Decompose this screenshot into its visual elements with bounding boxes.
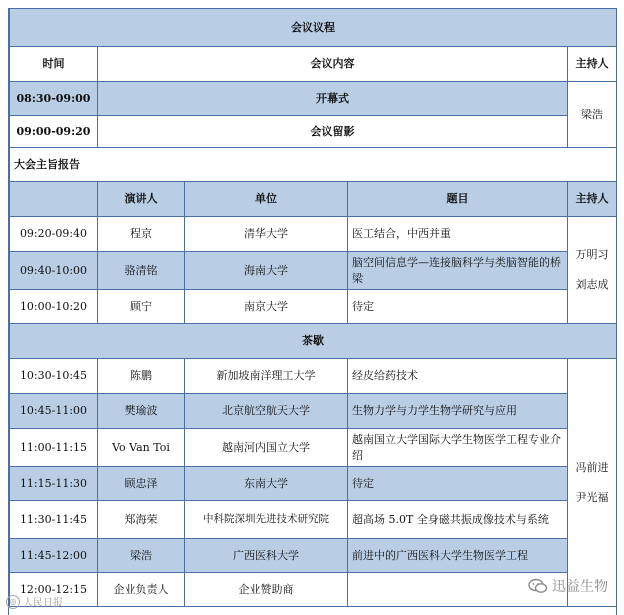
session2-speaker: 陈鹏 <box>98 359 185 394</box>
session1-time: 09:40-10:00 <box>10 252 98 290</box>
watermark-left <box>6 594 63 609</box>
session2-time: 10:45-11:00 <box>10 394 98 429</box>
talk-header-blank <box>10 182 98 217</box>
session2-topic: 超高场 5.0T 全身磁共振成像技术与系统 <box>348 501 568 539</box>
session1-row <box>10 290 617 324</box>
session2-time: 11:15-11:30 <box>10 467 98 501</box>
session1-speaker: 骆清铭 <box>98 252 185 290</box>
session2-row <box>10 359 617 394</box>
photo-event: 会议留影 <box>98 116 568 148</box>
agenda-sheet <box>8 8 617 615</box>
talk-header-topic: 题目 <box>348 182 568 217</box>
keynote-label: 大会主旨报告 <box>10 148 617 182</box>
watermark-right-text: 迅益生物 <box>552 579 608 595</box>
session2-speaker: 梁浩 <box>98 539 185 573</box>
session1-speaker: 顾宁 <box>98 290 185 324</box>
session1-row <box>10 252 617 290</box>
header-content: 会议内容 <box>98 47 568 82</box>
page-title: 会议议程 <box>10 9 617 47</box>
session2-time: 10:30-10:45 <box>10 359 98 394</box>
opening-row <box>10 82 617 116</box>
photo-row <box>10 116 617 148</box>
session1-unit: 海南大学 <box>185 252 348 290</box>
session2-speaker: Vo Van Toi <box>98 429 185 467</box>
session2-row <box>10 467 617 501</box>
session2-topic: 越南国立大学国际大学生物医学工程专业介绍 <box>348 429 568 467</box>
talk-header-speaker: 演讲人 <box>98 182 185 217</box>
talk-header-unit: 单位 <box>185 182 348 217</box>
session2-row <box>10 501 617 539</box>
session2-speaker: 樊瑜波 <box>98 394 185 429</box>
wechat-logo-icon <box>528 576 548 596</box>
session1-host-1: 万明习 <box>575 248 609 262</box>
session1-host-2: 刘志成 <box>575 278 609 291</box>
session2-time: 12:00-12:15 <box>10 573 98 607</box>
watermark-left-text: 人民日报 <box>23 598 63 609</box>
watermark-right <box>528 576 608 596</box>
opening-time: 08:30-09:00 <box>10 82 98 116</box>
session2-speaker: 顾忠泽 <box>98 467 185 501</box>
session2-unit: 北京航空航天大学 <box>185 394 348 429</box>
break-row <box>10 324 617 359</box>
session2-speaker: 郑海荣 <box>98 501 185 539</box>
session1-unit: 南京大学 <box>185 290 348 324</box>
session2-row <box>10 573 617 607</box>
session2-time: 11:45-12:00 <box>10 539 98 573</box>
session2-row <box>10 394 617 429</box>
session2-topic: 前进中的广西医科大学生物医学工程 <box>348 539 568 573</box>
header-host: 主持人 <box>568 47 617 82</box>
session2-hosts <box>568 359 617 607</box>
session2-unit: 越南河内国立大学 <box>185 429 348 467</box>
session1-topic: 医工结合，中西并重 <box>348 217 568 252</box>
session1-time: 09:20-09:40 <box>10 217 98 252</box>
session2-row <box>10 429 617 467</box>
session1-speaker: 程京 <box>98 217 185 252</box>
session2-host-1: 冯前进 <box>575 460 609 474</box>
session2-unit: 东南大学 <box>185 467 348 501</box>
session2-time: 11:30-11:45 <box>10 501 98 539</box>
session2-unit: 新加坡南洋理工大学 <box>185 359 348 394</box>
keynote-row <box>10 148 617 182</box>
photo-time: 09:00-09:20 <box>10 116 98 148</box>
session1-row <box>10 217 617 252</box>
session1-time: 10:00-10:20 <box>10 290 98 324</box>
session2-unit: 中科院深圳先进技术研究院 <box>185 501 348 539</box>
break-label: 茶歇 <box>10 324 617 359</box>
session1-hosts <box>568 217 617 324</box>
session1-topic: 脑空间信息学—连接脑科学与类脑智能的桥梁 <box>348 252 568 290</box>
talk-header-host: 主持人 <box>568 182 617 217</box>
session2-topic: 经皮给药技术 <box>348 359 568 394</box>
session1-unit: 清华大学 <box>185 217 348 252</box>
session2-speaker: 企业负责人 <box>98 573 185 607</box>
header-time: 时间 <box>10 47 98 82</box>
opening-host: 梁浩 <box>568 82 617 148</box>
opening-event: 开幕式 <box>98 82 568 116</box>
agenda-table <box>9 8 617 607</box>
session2-row <box>10 539 617 573</box>
session2-host-2: 尹光福 <box>575 490 609 504</box>
session2-time: 11:00-11:15 <box>10 429 98 467</box>
header-row <box>10 47 617 82</box>
session1-topic: 待定 <box>348 290 568 324</box>
talk-header-row <box>10 182 617 217</box>
session2-topic: 待定 <box>348 467 568 501</box>
session2-topic: 生物力学与力学生物学研究与应用 <box>348 394 568 429</box>
title-row <box>10 9 617 47</box>
weibo-logo-icon: ◎ <box>6 595 20 609</box>
session2-unit: 广西医科大学 <box>185 539 348 573</box>
session2-unit: 企业赞助商 <box>185 573 348 607</box>
